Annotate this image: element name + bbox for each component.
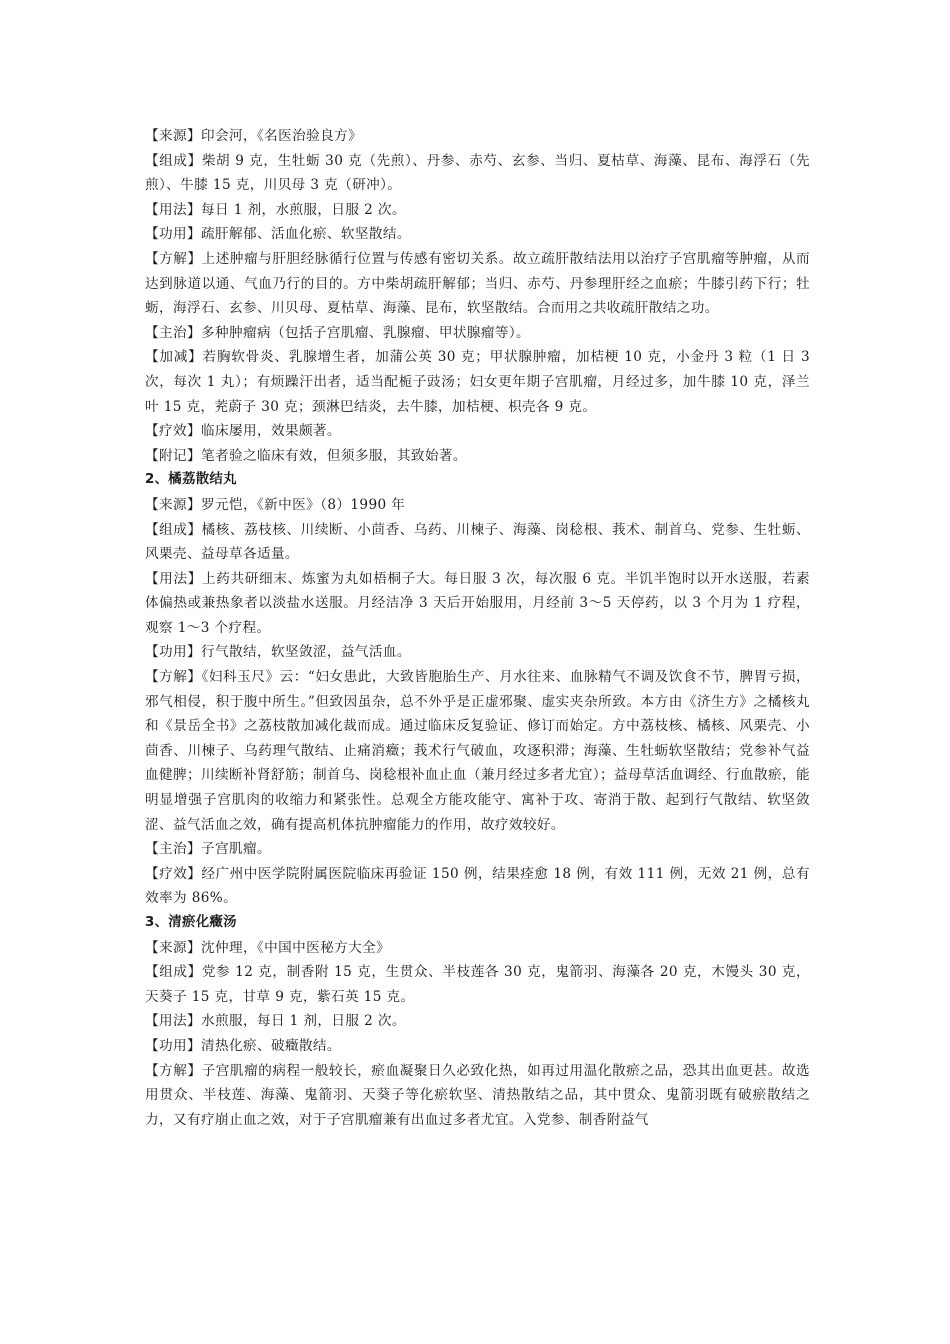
entry-label: 【方解】 [145, 1062, 202, 1079]
entry-explanation [145, 665, 810, 837]
entry-label: 【疗效】 [145, 865, 202, 882]
entry-label: 【组成】 [145, 964, 202, 981]
entry-text: 水煎服，每日 1 剂，日服 2 次。 [200, 1013, 406, 1030]
entry-usage [145, 567, 810, 641]
entry-text: 子宫肌瘤的病程一般较长，瘀血凝聚日久必致化热，如再过用温化散瘀之品，恐其出血更甚。故选用贯众、半枝莲、海藻、鬼箭羽、天葵子等化瘀软坚、清热散结之品，其中贯众、鬼箭羽既有破瘀散结之力，又有疗崩止血之效，对于子宫肌瘤兼有出血过多者尤宜。入党参、制香附益气 [145, 1062, 810, 1128]
entry-label: 【主治】 [145, 841, 201, 858]
entry-text: 《妇科玉尺》云：“妇女患此，大致皆胞胎生产、月水往来、血脉精气不调及饮食不节，脾胃亏损，邪气相侵，积于腹中所生。”但致因虽杂，总不外乎是正虚邪聚、虚实夹杂所致。本方由《济生方》之橘核丸和《景岳全书》之荔枝散加减化裁而成。通过临床反复验证、修订而始定。方中荔枝核、橘核、风栗壳、小茴香、川楝子、乌药理气散结、止痛消癥；莪术行气破血，攻逐积滞；海藻、生牡蛎软坚散结；党参补气益血健脾；川续断补肾舒筋；制首乌、岗稔根补血止血（兼月经过多者尤宜）；益母草活血调经、行血散瘀，能明显增强子宫肌肉的收缩力和紧张性。总观全方能攻能守、寓补于攻、寄消于散、起到行气散结、软坚敛涩、益气活血之效，确有提高机体抗肿瘤能力的作用，故疗效较好。 [145, 669, 811, 833]
entry-label: 【用法】 [145, 1013, 201, 1030]
entry-source [145, 936, 810, 961]
entry-label: 【方解】 [145, 669, 202, 686]
entry-note [145, 444, 810, 469]
entry-label: 【加减】 [145, 349, 203, 366]
entry-text: 沈仲理，《中国中医秘方大全》 [200, 939, 391, 956]
entry-text: 笔者验之临床有效，但须多服，其致始著。 [200, 447, 467, 464]
entry-text: 每日 1 剂，水煎服，日服 2 次。 [200, 201, 406, 218]
entry-usage [145, 1009, 810, 1034]
entry-explanation [145, 247, 810, 321]
entry-indication [145, 321, 810, 346]
entry-indication [145, 837, 810, 862]
section-2 [145, 468, 810, 911]
entry-label: 【疗效】 [145, 423, 201, 440]
entry-text: 多种肿瘤病（包括子宫肌瘤、乳腺瘤、甲状腺瘤等）。 [200, 324, 531, 341]
entry-function [145, 222, 810, 247]
entry-text: 疏肝解郁、活血化瘀、软坚散结。 [200, 226, 411, 243]
entry-composition [145, 960, 810, 1009]
entry-text: 柴胡 9 克，生牡蛎 30 克（先煎）、丹参、赤芍、玄参、当归、夏枯草、海藻、昆布、海浮石（先煎）、牛膝 15 克，川贝母 3 克（研冲）。 [145, 152, 810, 194]
entry-source [145, 493, 810, 518]
entry-label: 【功用】 [145, 644, 201, 661]
entry-label: 【组成】 [145, 152, 202, 169]
entry-text: 子宫肌瘤。 [200, 841, 271, 858]
entry-text: 经广州中医学院附属医院临床再验证 150 例，结果痊愈 18 例，有效 111 例，无效 21 例，总有效率为 86%。 [145, 865, 810, 907]
entry-efficacy [145, 419, 810, 444]
entry-label: 【功用】 [145, 1037, 201, 1054]
entry-text: 若胸软骨炎、乳腺增生者，加蒲公英 30 克；甲状腺肿瘤，加桔梗 10 克，小金丹 3 粒（1 日 3 次，每次 1 丸）；有烦躁汗出者，适当配栀子豉汤；妇女更年期子宫肌瘤，月经过多，加牛膝 10 克，泽兰叶 15 克，茺蔚子 30 克；颈淋巴结炎，去牛膝，加桔梗、枳壳各 9 克。 [145, 349, 811, 415]
document-page [145, 124, 810, 1132]
entry-label: 【来源】 [145, 128, 201, 144]
entry-text: 上述肿瘤与肝胆经脉循行位置与传感有密切关系。故立疏肝散结法用以治疗子宫肌瘤等肿瘤，从而达到脉道以通、气血乃行的目的。方中柴胡疏肝解郁；当归、赤芍、丹参理肝经之血瘀；牛膝引药下行；牡蛎，海浮石、玄参、川贝母、夏枯草、海藻、昆布，软坚散结。合而用之共收疏肝散结之功。 [145, 250, 810, 317]
entry-text: 清热化瘀、破癥散结。 [200, 1037, 341, 1054]
entry-modification [145, 345, 810, 419]
entry-usage [145, 198, 810, 223]
section-3 [145, 911, 810, 1132]
entry-label: 【用法】 [145, 201, 201, 218]
entry-explanation [145, 1059, 810, 1133]
entry-label: 【来源】 [145, 939, 201, 956]
entry-text: 行气散结，软坚敛涩，益气活血。 [200, 644, 411, 661]
entry-function [145, 640, 810, 665]
entry-text: 党参 12 克，制香附 15 克，生贯众、半枝莲各 30 克，鬼箭羽、海藻各 20 克，木馒头 30 克，天葵子 15 克，甘草 9 克，紫石英 15 克。 [145, 964, 810, 1005]
entry-composition [145, 149, 810, 198]
entry-text: 橘核、荔枝核、川续断、小茴香、乌药、川楝子、海藻、岗稔根、莪术、制首乌、党参、生牡蛎、风栗壳、益母草各适量。 [145, 521, 810, 563]
entry-text: 上药共研细末、炼蜜为丸如梧桐子大。每日服 3 次，每次服 6 克。半饥半饱时以开水送服，若素体偏热或兼热象者以淡盐水送服。月经洁净 3 天后开始服用，月经前 3～5 天停药，以 3 个月为 1 疗程，观察 1～3 个疗程。 [145, 570, 810, 636]
entry-text: 印会河，《名医治验良方》 [200, 128, 363, 144]
section-heading: 3、清瘀化癥汤 [145, 915, 237, 930]
entry-efficacy [145, 862, 810, 911]
entry-source [145, 124, 810, 149]
entry-label: 【附记】 [145, 447, 201, 464]
entry-function [145, 1034, 810, 1059]
entry-text: 临床屡用，效果颇著。 [200, 423, 341, 440]
section-1 [145, 124, 810, 468]
entry-label: 【功用】 [145, 226, 201, 243]
entry-label: 【方解】 [145, 250, 202, 267]
entry-composition [145, 518, 810, 567]
entry-label: 【用法】 [145, 570, 203, 587]
entry-label: 【组成】 [145, 521, 202, 538]
entry-label: 【来源】 [145, 496, 201, 513]
section-heading: 2、橘荔散结丸 [145, 472, 237, 488]
entry-label: 【主治】 [145, 324, 201, 341]
entry-text: 罗元恺，《新中医》（8）1990 年 [200, 496, 406, 513]
